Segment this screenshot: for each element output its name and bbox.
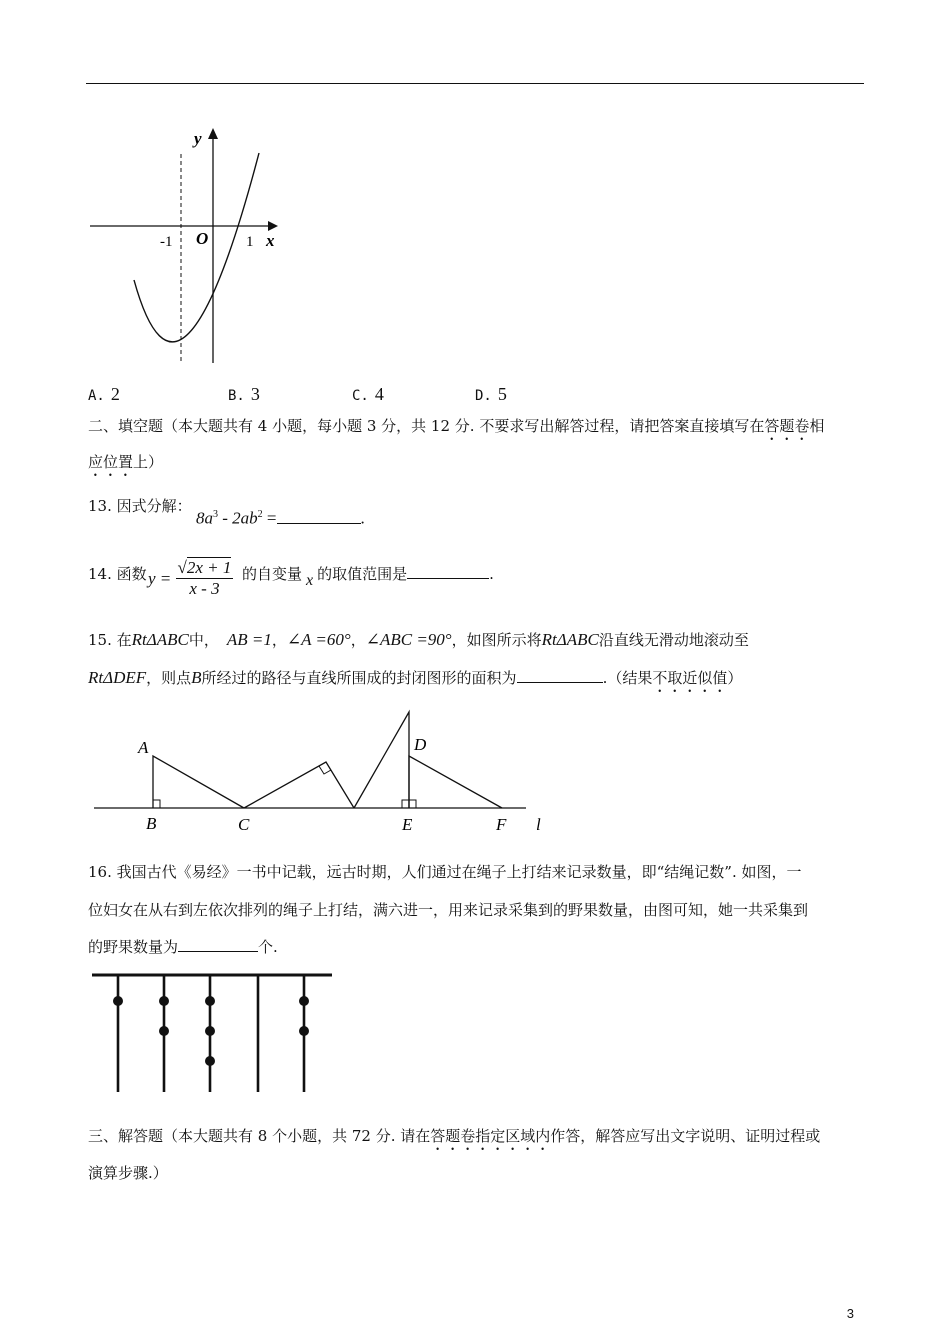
section2-line1-post: 相 xyxy=(809,417,825,435)
q15-l2c: .（结果 xyxy=(602,669,653,687)
label-f: F xyxy=(496,815,507,834)
option-a xyxy=(88,384,120,406)
triangle-def xyxy=(409,756,502,808)
q14-numerator-text: 2x + 1 xyxy=(186,558,232,577)
q14-prefix: 14. 函数 xyxy=(88,565,147,583)
q14-denominator: x - 3 xyxy=(189,579,220,598)
option-d-value: 5 xyxy=(497,384,507,404)
triangle-abc xyxy=(153,756,244,808)
q13-expression xyxy=(196,505,365,529)
question-16-line2 xyxy=(88,900,808,920)
q15-ab: AB =1 xyxy=(226,630,272,649)
section2-line1-dotted: 答题卷 xyxy=(764,417,810,435)
q14-answer-blank xyxy=(407,564,489,579)
q15-tri3: RtΔDEF xyxy=(88,668,147,687)
x-label: x xyxy=(266,231,275,250)
section3-line1-pre: 三、解答题（本大题共有 8 个小题，共 72 分. 请在 xyxy=(88,1127,431,1145)
q15-comma1: ， xyxy=(271,631,287,649)
label-e: E xyxy=(402,815,413,834)
question-14 xyxy=(88,564,147,584)
knot-record-figure xyxy=(86,964,346,1100)
section2-line1 xyxy=(88,416,824,444)
q14-function xyxy=(148,558,233,608)
option-d xyxy=(475,384,507,406)
q15-answer-blank xyxy=(517,668,603,683)
q15-comma2: ， xyxy=(350,631,366,649)
q14-var: x xyxy=(306,572,314,589)
option-c xyxy=(352,384,384,406)
option-c-label: C. xyxy=(352,388,369,404)
q15-l2a: ，则点 xyxy=(146,669,192,687)
option-b-label: B. xyxy=(228,388,245,404)
q13-answer-blank xyxy=(277,509,361,524)
section2-line2-post: 上） xyxy=(133,453,164,471)
section3-line1 xyxy=(88,1126,820,1154)
parabola-graph xyxy=(86,120,296,370)
label-l: l xyxy=(536,815,541,834)
q16-line2: 位妇女在从右到左依次排列的绳子上打结，满六进一，用来记录采集到的野果数量，由图可知，她一共采集到 xyxy=(88,901,809,919)
q14-tail xyxy=(242,564,494,589)
right-angle-b xyxy=(153,800,160,808)
option-c-value: 4 xyxy=(374,384,384,404)
question-16-line3 xyxy=(88,937,278,957)
section2-line2-dotted: 应位置 xyxy=(88,453,134,471)
q14-suffix: . xyxy=(489,565,494,583)
q16-answer-blank xyxy=(178,937,258,952)
q15-l2b: 所经过的路径与直线所围成的封闭图形的面积为 xyxy=(201,669,517,687)
one-label: 1 xyxy=(246,234,254,250)
q14-numerator: √2x + 1 xyxy=(177,558,232,577)
q15-point-b: B xyxy=(191,668,202,687)
label-b: B xyxy=(146,814,157,833)
q15-tri2: RtΔABC xyxy=(541,630,599,649)
rolling-triangle-figure xyxy=(86,700,566,840)
section3-line1-dotted: 答题卷指定区域内 xyxy=(430,1127,551,1145)
section3-line2 xyxy=(88,1163,168,1183)
q14-middle: 的自变量 xyxy=(242,565,303,583)
q15-zhong: 中， xyxy=(188,631,219,649)
q16-line3-pre: 的野果数量为 xyxy=(88,938,179,956)
section2-line2 xyxy=(88,452,163,480)
knot-rope-2-1 xyxy=(159,996,169,1006)
option-d-label: D. xyxy=(475,388,492,404)
q14-after: 的取值范围是 xyxy=(317,565,408,583)
q15-angle-abc: ∠ABC =90° xyxy=(365,630,452,649)
y-label: y xyxy=(194,129,202,148)
header-rule xyxy=(86,83,864,84)
option-a-label: A. xyxy=(88,388,105,404)
q13-exp3: 3 xyxy=(213,509,218,520)
q13-exp2: 2 xyxy=(257,509,263,520)
knot-rope-3-1 xyxy=(205,996,215,1006)
question-16-line1 xyxy=(88,862,802,882)
section2-line1-pre: 二、填空题（本大题共有 4 小题，每小题 3 分，共 12 分. 不要求写出解答过程，请把答案直接填写在 xyxy=(88,417,765,435)
label-a: A xyxy=(138,738,149,757)
triangle-position-3 xyxy=(354,712,409,808)
y-axis-arrow xyxy=(208,128,218,139)
knot-rope-5-1 xyxy=(299,996,309,1006)
q14-fraction xyxy=(176,558,234,599)
knot-rope-2-2 xyxy=(159,1026,169,1036)
q13-eq: = xyxy=(262,508,277,528)
question-13 xyxy=(88,496,192,516)
q15-dotted: 不取近似值 xyxy=(652,669,728,687)
q15-tri1: RtΔABC xyxy=(131,630,189,649)
page-number: 3 xyxy=(846,1306,854,1321)
knot-rope-3-2 xyxy=(205,1026,215,1036)
option-b-value: 3 xyxy=(250,384,260,404)
q14-y-eq: y = xyxy=(148,568,172,588)
neg-one-label: -1 xyxy=(160,234,173,250)
option-b xyxy=(228,384,260,406)
knot-rope-5-2 xyxy=(299,1026,309,1036)
triangle-position-2 xyxy=(244,762,354,808)
q15-l2d: ） xyxy=(727,669,743,687)
q15-mid: ，如图所示将 xyxy=(451,631,542,649)
q15-end: 沿直线无滑动地滚动至 xyxy=(598,631,749,649)
q13-prefix: 13. 因式分解： xyxy=(88,497,192,515)
q16-line3-post: 个. xyxy=(258,938,278,956)
origin-label: O xyxy=(196,229,209,248)
question-15-line2 xyxy=(88,668,742,696)
q13-term2: - 2ab xyxy=(218,508,258,528)
knot-rope-1-1 xyxy=(113,996,123,1006)
section3-line1-post: 作答，解答应写出文字说明、证明过程或 xyxy=(550,1127,821,1145)
label-c: C xyxy=(238,815,250,834)
q13-term1: 8a xyxy=(196,508,213,528)
q16-line1: 16. 我国古代《易经》一书中记载，远古时期，人们通过在绳子上打结来记录数量，即“结绳记数”. 如图，一 xyxy=(88,863,802,881)
section3-line2: 演算步骤.） xyxy=(88,1164,168,1182)
q15-prefix: 15. 在 xyxy=(88,631,132,649)
label-d: D xyxy=(414,735,427,754)
x-axis-arrow xyxy=(268,221,278,231)
q15-angle-a: ∠A =60° xyxy=(286,630,351,649)
knot-rope-3-3 xyxy=(205,1056,215,1066)
option-a-value: 2 xyxy=(110,384,120,404)
question-15-line1 xyxy=(88,630,749,650)
q13-suffix: . xyxy=(360,508,365,528)
